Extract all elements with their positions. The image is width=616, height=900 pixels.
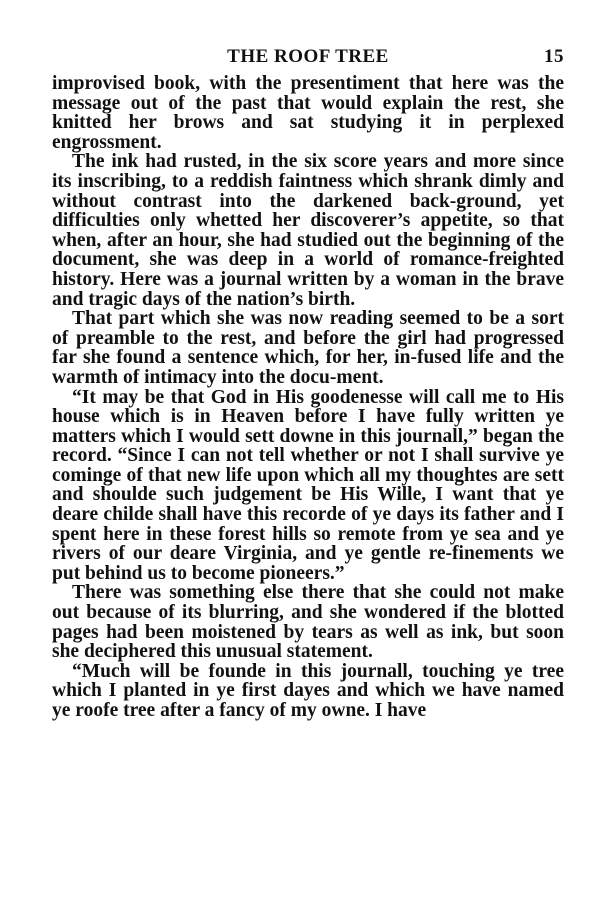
book-page (52, 46, 564, 721)
running-title: THE ROOF TREE (227, 46, 389, 67)
paragraph: “It may be that God in His goodenesse will call me to His house which is in Heaven before I have fully written ye matters which I would sett downe in this journall,” began the record. “Since I can not tell whether or not I shall survive ye cominge of that new life upon which all my thoughtes are sett and shoulde such judgement be His Wille, I want that ye deare childe shall have this recorde of ye days its father and I spent here in these forest hills so remote from ye sea and ye rivers of our deare Virginia, and ye gentle re-finements we put behind us to become pioneers.” (52, 386, 564, 584)
paragraph: “Much will be founde in this journall, touching ye tree which I planted in ye first dayes and which we have named ye roofe tree after a fancy of my owne. I have (52, 660, 564, 721)
running-header (52, 46, 564, 74)
paragraph: That part which she was now reading seemed to be a sort of preamble to the rest, and before the girl had progressed far she found a sentence which, for her, in-fused life and the warmth of intimacy into the docu-ment. (52, 308, 564, 388)
page-number: 15 (544, 46, 564, 67)
paragraph: improvised book, with the presentiment that here was the message out of the past that would explain the rest, she knitted her brows and sat studying it in perplexed engrossment. (52, 73, 564, 153)
paragraph: The ink had rusted, in the six score years and more since its inscribing, to a reddish faintness which shrank dimly and without contrast into the darkened back-ground, yet difficulties only whetted her discoverer’s appetite, so that when, after an hour, she had studied out the beginning of the document, she was deep in a world of romance-freighted history. Here was a journal written by a woman in the brave and tragic days of the nation’s birth. (52, 151, 564, 310)
paragraph: There was something else there that she could not make out because of its blurring, and she wondered if the blotted pages had been moistened by tears as well as ink, but soon she deciphered this unusual statement. (52, 582, 564, 663)
body-text (52, 74, 564, 721)
